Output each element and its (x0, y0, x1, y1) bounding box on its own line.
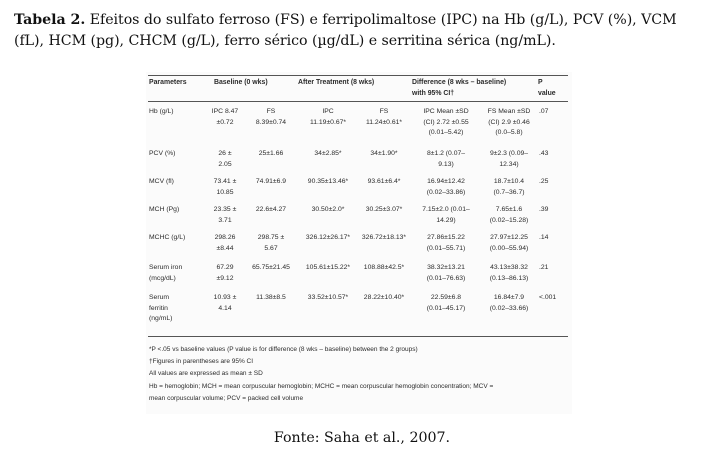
table-cell-fs-after (356, 107, 412, 128)
cell-line: 28.22±10.40* (363, 294, 405, 301)
table-cell-param (149, 233, 209, 244)
cell-line: 10.93 ± (213, 294, 237, 301)
table-cell-fs-diff (480, 205, 538, 226)
cell-line: 14.29) (436, 216, 456, 224)
cell-line: IPC 8.47 (211, 108, 239, 115)
header-difference-line-2: with 95% CI† (412, 90, 455, 97)
cell-line: 43.13±38.32 (490, 264, 528, 271)
table-cell-fs-diff (480, 177, 538, 198)
cell-line: Hb (g/L) (149, 108, 174, 115)
header-p-line-2: value (538, 90, 556, 97)
table-cell-ipc-after (298, 293, 358, 304)
header-parameters: Parameters (149, 79, 187, 86)
table-cell-fs-base (248, 263, 294, 274)
table-cell-p (539, 293, 567, 304)
cell-line: 74.91±6.9 (255, 178, 287, 185)
table-cell-p (539, 149, 567, 160)
table-cell-fs-base (248, 293, 294, 304)
table-cell-ipc-after (298, 233, 358, 244)
table-cell-fs-diff (480, 149, 538, 170)
caption-text-1: Efeitos do sulfato ferroso (FS) e ferripolimaltose (IPC) na Hb (g/L), PCV (%), VCM (89, 12, 677, 28)
cell-line: (0.7–36.7) (493, 188, 525, 196)
cell-line: 65.75±21.45 (252, 264, 290, 271)
cell-line: 27.97±12.25 (490, 234, 528, 241)
cell-line: ±0.72 (216, 118, 234, 126)
table-image (146, 72, 572, 414)
cell-line: 11.38±8.5 (256, 294, 286, 301)
table-cell-ipc-base (204, 107, 246, 128)
table-cell-fs-base (248, 149, 294, 160)
table-cell-fs-diff (480, 293, 538, 314)
table-cell-p (539, 263, 567, 274)
cell-line: (0.01–76.63) (426, 274, 466, 282)
cell-line: <.001 (539, 294, 557, 301)
cell-line: .39 (539, 206, 549, 213)
cell-line: 105.61±15.22* (305, 264, 351, 271)
footnote: *P <.05 vs baseline values (P value is for difference (8 wks – baseline) between the 2 groups) (149, 346, 418, 353)
table-caption (14, 10, 714, 52)
table-cell-ipc-base (204, 263, 246, 284)
cell-line: 34±2.85* (314, 150, 342, 157)
cell-line: 34±1.90* (370, 150, 398, 157)
table-cell-param (149, 177, 209, 188)
cell-line: IPC (322, 108, 334, 115)
cell-line: .25 (539, 178, 549, 185)
cell-line: .43 (539, 150, 549, 157)
cell-line: (0.01–45.17) (426, 304, 466, 312)
caption-line-1 (14, 10, 714, 31)
cell-line: 16.84±7.9 (493, 294, 525, 301)
table-cell-ipc-base (204, 205, 246, 226)
cell-line: 30.50±2.0* (311, 206, 345, 213)
cell-line: 22.59±6.8 (430, 294, 462, 301)
header-p-line-1: P (538, 79, 543, 86)
cell-line: IPC Mean ±SD (423, 108, 469, 115)
caption-text-2: (fL), HCM (pg), CHCM (g/L), ferro sérico (µg/dL) e serritina sérica (ng/mL). (14, 33, 556, 49)
cell-line: 22.6±4.27 (255, 206, 287, 213)
cell-line: 73.41 ± (213, 178, 237, 185)
cell-line: .21 (539, 264, 549, 271)
table-cell-fs-base (248, 177, 294, 188)
table-cell-ipc-after (298, 205, 358, 216)
table-cell-p (539, 107, 567, 118)
cell-line: ±8.44 (216, 244, 234, 252)
table-cell-p (539, 205, 567, 216)
cell-line: FS (379, 108, 389, 115)
cell-line: (mcg/dL) (149, 274, 176, 282)
footnote: †Figures in parentheses are 95% CI (149, 358, 254, 366)
table-cell-ipc-after (298, 177, 358, 188)
cell-line: 26 ± (218, 150, 232, 157)
cell-line: ferritin (149, 304, 168, 312)
source-citation: Fonte: Saha et al., 2007. (273, 430, 451, 446)
cell-line: Serum (149, 294, 170, 301)
cell-line: 18.7±10.4 (493, 178, 525, 185)
cell-line: 16.94±12.42 (427, 178, 465, 185)
footnote: mean corpuscular volume; PCV = packed cell volume (149, 394, 304, 402)
table-cell-fs-base (248, 233, 294, 254)
cell-line: (ng/mL) (149, 315, 173, 323)
cell-line: PCV (%) (149, 150, 176, 157)
table-cell-ipc-diff (412, 149, 480, 170)
table-cell-fs-base (248, 205, 294, 216)
table-cell-fs-after (356, 263, 412, 274)
cell-line: MCH (Pg) (149, 206, 180, 213)
cell-line: 93.61±6.4* (367, 178, 401, 185)
cell-line: .07 (539, 108, 549, 115)
table-cell-ipc-after (298, 107, 358, 128)
table-cell-param (149, 107, 209, 118)
table-cell-ipc-diff (412, 263, 480, 284)
cell-line: 23.35 ± (213, 206, 237, 213)
table-cell-ipc-diff (412, 205, 480, 226)
table-cell-fs-after (356, 177, 412, 188)
cell-line: 8±1.2 (0.07– (426, 150, 466, 157)
cell-line: (0.02–33.66) (489, 304, 529, 312)
table-top-rule (148, 75, 568, 76)
cell-line: 7.15±2.0 (0.01– (422, 206, 470, 213)
header-difference (412, 78, 506, 99)
cell-line: FS Mean ±SD (487, 108, 531, 115)
table-cell-ipc-diff (412, 177, 480, 198)
cell-line: (CI) 2.72 ±0.55 (423, 118, 469, 126)
table-cell-ipc-after (298, 263, 358, 274)
cell-line: 8.39±0.74 (255, 118, 287, 126)
cell-line: .14 (539, 234, 549, 241)
table-cell-fs-after (356, 205, 412, 216)
table-cell-ipc-diff (412, 107, 480, 139)
cell-line: ±9.12 (216, 274, 234, 282)
cell-line: (0.01–5.42) (428, 129, 464, 137)
cell-line: 326.12±26.17* (305, 234, 351, 241)
cell-line: 11.19±0.67* (309, 118, 347, 126)
cell-line: Serum iron (149, 264, 183, 271)
cell-line: 4.14 (218, 304, 232, 312)
table-cell-ipc-after (298, 149, 358, 160)
table-header-rule (148, 101, 568, 102)
cell-line: 67.29 (216, 264, 234, 271)
table-cell-ipc-diff (412, 293, 480, 314)
table-footnotes (149, 344, 569, 405)
table-cell-fs-after (356, 233, 412, 244)
cell-line: 7.65±1.6 (495, 206, 523, 213)
caption-label: Tabela 2. (14, 12, 86, 28)
cell-line: 30.25±3.07* (365, 206, 403, 213)
table-bottom-rule (148, 336, 568, 337)
cell-line: MCHC (g/L) (149, 234, 186, 241)
table-cell-fs-diff (480, 233, 538, 254)
table-cell-ipc-base (204, 293, 246, 314)
table-cell-p (539, 233, 567, 244)
table-cell-fs-after (356, 293, 412, 304)
cell-line: MCV (fl) (149, 178, 174, 185)
table-cell-ipc-base (204, 149, 246, 170)
cell-line: 27.86±15.22 (427, 234, 465, 241)
table-cell-fs-base (248, 107, 294, 128)
table-cell-param (149, 293, 209, 325)
footnote: Hb = hemoglobin; MCH = mean corpuscular hemoglobin; MCHC = mean corpuscular hemoglobin concentration; MCV = (149, 382, 494, 390)
cell-line: 10.85 (216, 188, 234, 196)
cell-line: 298.75 ± (257, 234, 285, 241)
cell-line: 2.05 (218, 160, 232, 168)
cell-line: 3.71 (218, 216, 232, 224)
table-cell-param (149, 263, 209, 284)
cell-line: (0.13–86.13) (489, 274, 529, 282)
header-baseline: Baseline (0 wks) (214, 79, 268, 86)
cell-line: 11.24±0.61* (365, 118, 403, 126)
cell-line: (0.01–55.71) (426, 244, 466, 252)
cell-line: (CI) 2.9 ±0.46 (488, 118, 530, 126)
cell-line: FS (266, 108, 276, 115)
table-cell-ipc-diff (412, 233, 480, 254)
table-cell-ipc-base (204, 177, 246, 198)
cell-line: (0.02–15.28) (489, 216, 529, 224)
cell-line: 5.67 (264, 244, 278, 252)
table-cell-fs-after (356, 149, 412, 160)
cell-line: (0.00–55.94) (489, 244, 529, 252)
cell-line: (0.0–5.8) (495, 129, 523, 137)
table-cell-param (149, 205, 209, 216)
cell-line: 9±2.3 (0.09– (489, 150, 529, 157)
cell-line: 12.34) (499, 160, 519, 168)
header-after-treatment: After Treatment (8 wks) (298, 79, 375, 86)
table-cell-ipc-base (204, 233, 246, 254)
cell-line: 326.72±18.13* (361, 234, 407, 241)
table-cell-fs-diff (480, 263, 538, 284)
cell-line: (0.02–33.86) (426, 188, 466, 196)
cell-line: 108.88±42.5* (363, 264, 405, 271)
header-p-value (538, 78, 556, 99)
header-difference-line-1: Difference (8 wks – baseline) (412, 79, 507, 86)
table-cell-fs-diff (480, 107, 538, 139)
cell-line: 25±1.66 (258, 150, 284, 157)
cell-line: 33.52±10.57* (307, 294, 349, 301)
footnote: All values are expressed as mean ± SD (149, 370, 263, 378)
cell-line: 9.13) (438, 160, 454, 168)
table-cell-param (149, 149, 209, 160)
cell-line: 298.26 (214, 234, 236, 241)
cell-line: 90.35±13.46* (307, 178, 349, 185)
table-cell-p (539, 177, 567, 188)
cell-line: 38.32±13.21 (427, 264, 465, 271)
